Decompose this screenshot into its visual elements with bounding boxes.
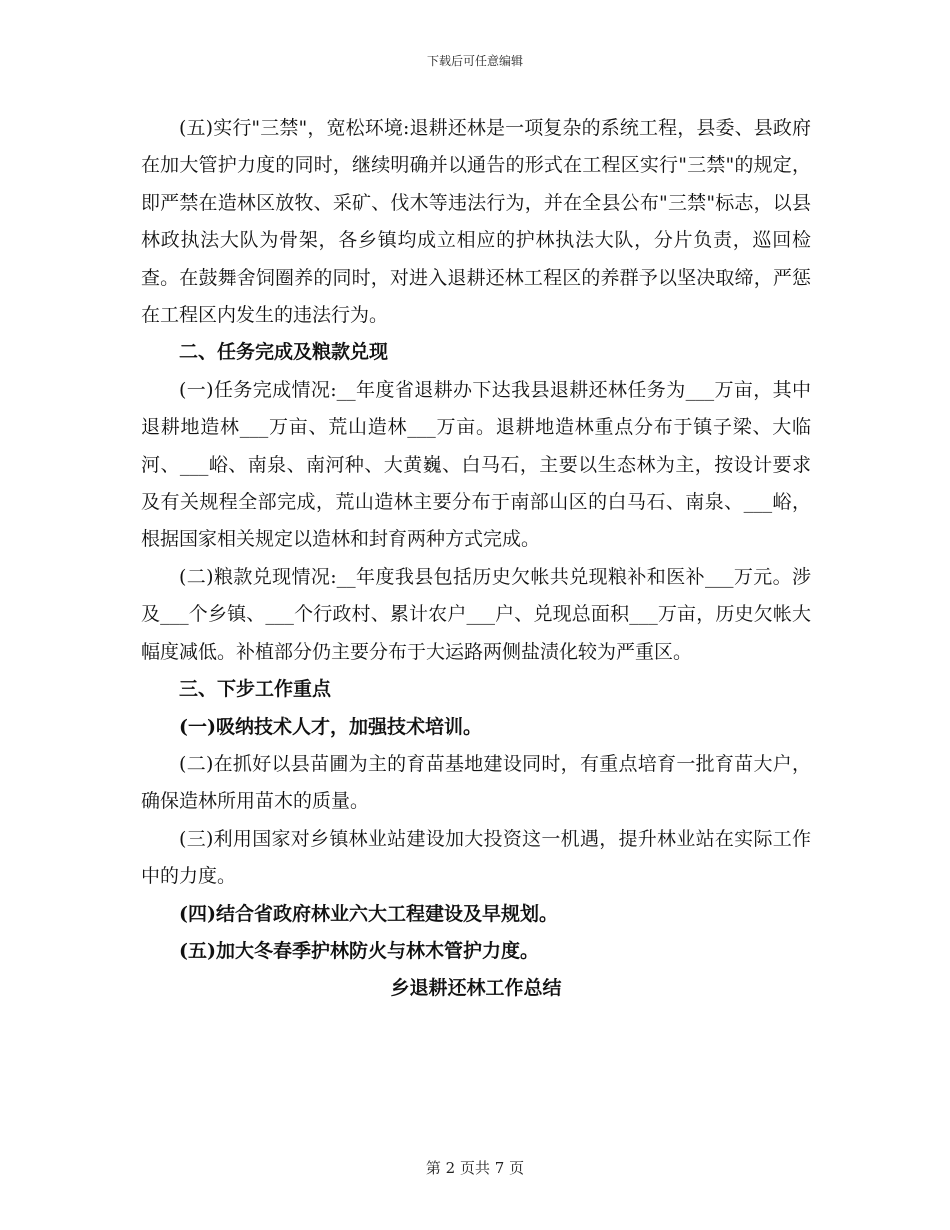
list-item-two: (二)在抓好以县苗圃为主的育苗基地建设同时，有重点培育一批育苗大户，确保造林所用苗木的质量。 [141, 752, 811, 813]
document-body [141, 110, 811, 1008]
list-item-three: (三)利用国家对乡镇林业站建设加大投资这一机遇，提升林业站在实际工作中的力度。 [141, 827, 811, 888]
paragraph-five-three-bans: (五)实行"三禁"，宽松环境:退耕还林是一项复杂的系统工程，县委、县政府在加大管护力度的同时，继续明确并以通告的形式在工程区实行"三禁"的规定，即严禁在造林区放牧、采矿、伐木等违法行为，并在全县公布"三禁"标志，以县林政执法大队为骨架，各乡镇均成立相应的护林执法大队，分片负责，巡回检查。在鼓舞舍饲圈养的同时，对进入退耕还林工程区的养群予以坚决取缔，严惩在工程区内发生的违法行为。 [141, 117, 811, 327]
page-number-footer: 第 2 页共 7 页 [425, 1159, 525, 1177]
paragraph-grain-funds: (二)粮款兑现情况:__年度我县包括历史欠帐共兑现粮补和医补___万元。涉及___个乡镇、___个行政村、累计农户___户、兑现总面积___万亩，历史欠帐大幅度减低。补植部分仍主要分布于大运路两侧盐渍化较为严重区。 [141, 565, 811, 663]
section-heading-two: 二、任务完成及粮款兑现 [179, 341, 389, 364]
paragraph-task-completion: (一)任务完成情况:__年度省退耕办下达我县退耕还林任务为___万亩，其中退耕地造林___万亩、荒山造林___万亩。退耕地造林重点分布于镇子梁、大临河、___峪、南泉、南河种、大黄巍、白马石，主要以生态林为主，按设计要求及有关规程全部完成，荒山造林主要分布于南部山区的白马石、南泉、___峪，根据国家相关规定以造林和封育两种方式完成。 [141, 378, 811, 551]
page-header-note: 下载后可任意编辑 [426, 54, 523, 68]
next-article-title: 乡退耕还林工作总结 [390, 977, 562, 1000]
list-item-four: (四)结合省政府林业六大工程建设及早规划。 [179, 902, 558, 925]
list-item-one: (一)吸纳技术人才，加强技术培训。 [179, 715, 482, 738]
section-heading-three: 三、下步工作重点 [179, 678, 332, 701]
list-item-five: (五)加大冬春季护林防火与林木管护力度。 [179, 939, 539, 962]
